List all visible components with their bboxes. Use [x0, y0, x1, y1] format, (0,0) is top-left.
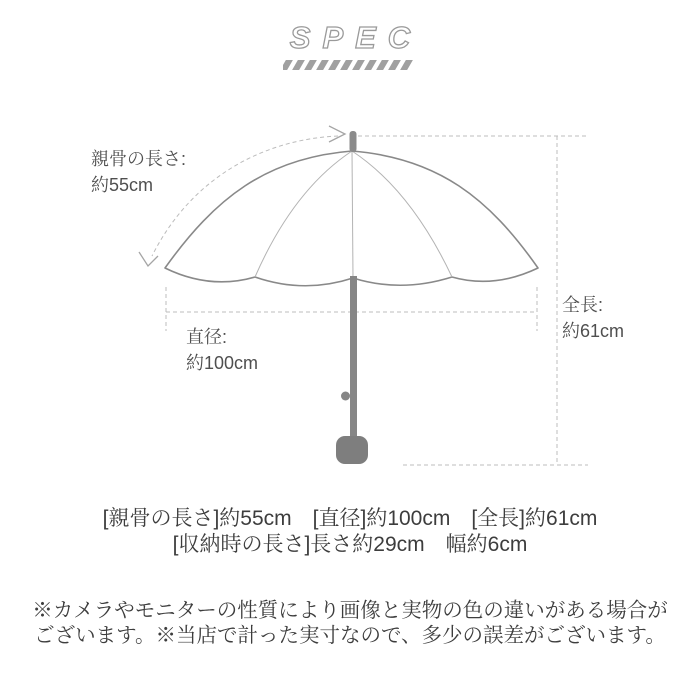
- rib-length-title: 親骨の長さ:: [91, 149, 187, 169]
- total-length-value: 約61cm: [562, 321, 625, 341]
- spec-underline-stripe: [292, 60, 304, 70]
- spec-underline-decoration: [283, 60, 417, 70]
- spec-underline-stripe: [304, 60, 316, 70]
- spec-underline-stripe: [376, 60, 388, 70]
- umbrella-runner-button: [341, 392, 350, 401]
- disclaimer-line2: ございます。※当店で計った実寸なので、多少の誤差がございます。: [34, 624, 666, 647]
- total-length-label: [562, 292, 624, 344]
- spec-measurements: [0, 506, 700, 558]
- umbrella-ferrule: [350, 131, 357, 152]
- spec-underline-stripe: [340, 60, 352, 70]
- spec-measurements-line1: [親骨の長さ]約55cm [直径]約100cm [全長]約61cm: [102, 507, 598, 530]
- spec-underline-stripe: [328, 60, 340, 70]
- umbrella-canopy: [165, 151, 538, 286]
- umbrella-handle: [336, 436, 368, 464]
- spec-title: SPEC: [289, 20, 423, 55]
- diameter-value: 約100cm: [186, 353, 259, 373]
- diameter-label: [186, 324, 258, 376]
- disclaimer-line1: ※カメラやモニターの性質により画像と実物の色の違いがある場合が: [32, 599, 668, 622]
- spec-underline-stripe: [283, 60, 292, 70]
- rib-length-label: [91, 146, 186, 198]
- spec-underline-stripe: [352, 60, 364, 70]
- rib-length-value: 約55cm: [91, 175, 154, 195]
- spec-measurements-line2: [収納時の長さ]長さ約29cm 幅約6cm: [172, 533, 528, 556]
- arrow-right-icon: [329, 126, 345, 142]
- spec-underline-stripe: [388, 60, 400, 70]
- umbrella-shaft: [350, 276, 357, 438]
- spec-underline-stripe: [316, 60, 328, 70]
- arrow-down-icon: [139, 252, 158, 266]
- spec-underline-stripe: [400, 60, 412, 70]
- spec-underline-stripe: [364, 60, 376, 70]
- disclaimer: [0, 598, 700, 648]
- diameter-title: 直径:: [186, 327, 228, 347]
- total-length-title: 全長:: [562, 295, 604, 315]
